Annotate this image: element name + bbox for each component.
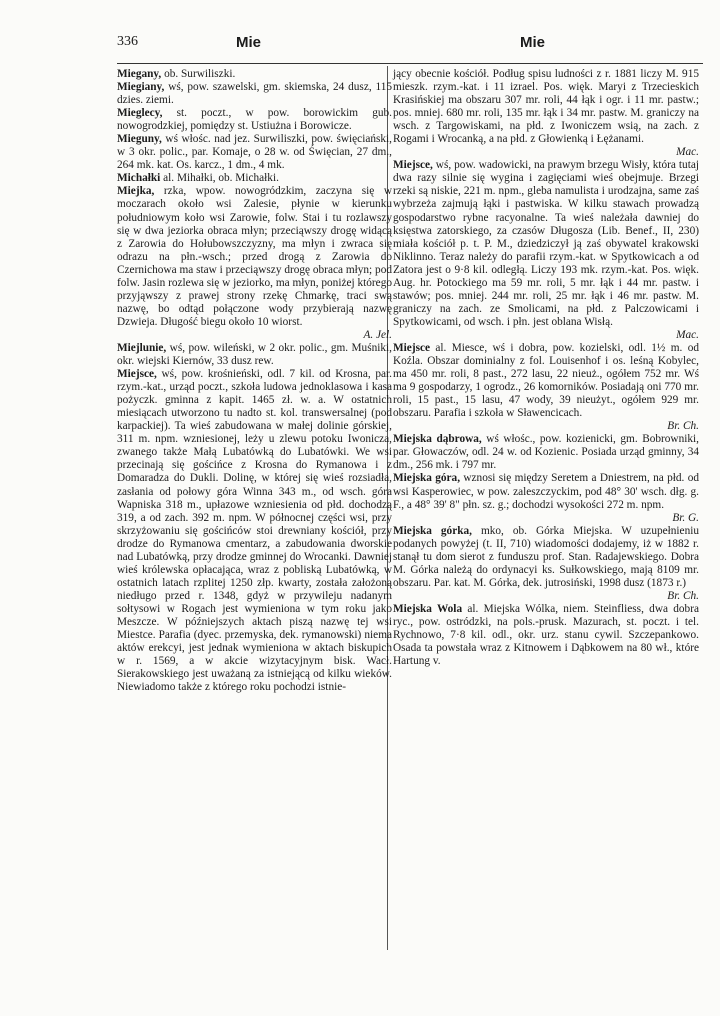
entry-headword: Miegiany, [117, 81, 165, 94]
entry-headword: Mieglecy, [117, 107, 163, 120]
entry-text: wś, pow. wileński, w 2 okr. polic., gm. Muśniki, okr. wiejski Kiernów, 33 dusz rew. [117, 341, 392, 368]
left-column [117, 68, 392, 694]
entry-text: rzka, wpow. nowogródzkim, zaczyna się w moczarach około wsi Zalesie, płynie w kierunku południowym koło wsi Zarowie, folw. Stai i tu rozlawszy się w dwa jeziorka obraca młyn; przeciąwszy drogę widącą z Zarowia do Hołubowszczyzny, ma młyn i zwraca się odrazu na płn.-wsch.; przed drogą z Zarowia do Czernichowa ma staw i przeciąwszy drogę obraca młyn; pod folw. Jasin rozlewa się w jeziorko, ma młyn, poniżej którego przyjąwszy z prawej strony rzekę Chmarkę, traci swą nazwę, bo odtąd połączone wody przybierają nazwę Dzwieja. Długość biegu około 10 wiorst. [117, 185, 392, 328]
entry-headword: Miejsce, [117, 368, 157, 381]
dictionary-entry [393, 603, 699, 668]
entry-text: st. poczt., w pow. borowickim gub. nowogrodzkiej, pomiędzy st. Ustiużna i Borowicze. [117, 107, 392, 133]
dictionary-entry [393, 433, 699, 472]
entry-text: al. Mihałki, ob. Michałki. [160, 172, 279, 185]
entry-headword: Miejska dąbrowa, [393, 433, 482, 446]
dictionary-entry [117, 133, 392, 172]
entry-signature: A. Jel. [363, 328, 392, 341]
entry-text: wznosi się między Seretem a Dniestrem, na płd. od wsi Kasperowiec, w pow. zaleszczyckim, pod 48° 30' wsch. dłg. g. F., a 48° 39' 8" płn. sz. g.; dochodzi wysokości 272 m. npm. [393, 472, 699, 511]
entry-text: jący obecnie kościół. Podług spisu ludności z r. 1881 liczy M. 915 mieszk. rzym.-kat. i 11 izrael. Pos. więk. Maryi z Trzecieskich Krasińskiej ma obszaru 307 mr. roli, 44 łąk i ogr. i 11 mr. pastw.; pos. mniej. 680 mr. roli, 135 mr. łąk i 34 mr. pastw. M. graniczy na wsch. z Targowiskami, na płd. z Iwoniczem wsią, na zach. z Rogami i Wrocanką, a na płd. z Głowienką i Łężanami. [393, 68, 699, 146]
dictionary-entry [393, 525, 699, 603]
dictionary-entry [393, 342, 699, 433]
entry-signature: Mac. [676, 328, 699, 341]
entry-headword: Miejsce [393, 341, 431, 354]
header-rule [117, 63, 703, 64]
dictionary-entry [393, 472, 699, 524]
entry-headword: Miejska górka, [393, 524, 472, 537]
entry-text: al. Miesce, wś i dobra, pow. kozielski, odl. 1½ m. od Koźla. Obszar dominialny z fol. Louisenhof i os. leśną Kobylec, ma 450 mr. roli, 8 past., 272 lasu, 22 nieuż., ogółem 752 mr. Wś ma 9 gospodarzy, 1 ogrodz., 26 komorników. Posiadają oni 770 mr. roli, 15 past., 15 lasu, 47 wody, 39 nieużyt., ogółem 929 mr. obszaru. Parafia i szkoła w Sławencicach. [393, 341, 699, 420]
entry-text: wś, pow. wadowicki, na prawym brzegu Wisły, która tutaj dwa razy silnie się wygina i zagięciami wieś obejmuje. Brzegi rzeki są niskie, 221 m. npm., gleba namulista i urodzajna, same zaś wybrzeża zajmują łąki i pastwiska. W kilku stawach prowadzą gospodarstwo rybne racyonalne. Ta wieś należała dawniej do księstwa zatorskiego, za czasów Długosza (Lib. Benef., II, 230) miała kościół p. t. P. M., dziedziczył ją zaś obywatel krakowski Niklinno. Teraz należy do parafii rzym.-kat. w Spytkowicach a od Zatora jest o 9·8 kil. odległą. Liczy 193 mk. rzym.-kat. Pos. więk. Aug. hr. Potockiego ma 59 mr. roli, 5 mr. łąk i 44 mr. pastw. i stawów; pos. mniej. 244 mr. roli, 25 mr. łąk i 46 mr. pastw. M. graniczy na zach. ze Smolicami, na płd. z Palczowicami i Spytkowicami, od wsch. i płn. jest oblana Wisłą. [393, 159, 699, 328]
entry-text: wś włośc., pow. kozienicki, gm. Bobrowniki, par. Głowaczów, odl. 24 w. od Kozienic. Posiada urząd gminny, 34 dm., 256 mk. i 797 mr. [393, 433, 699, 472]
entry-text: al. Miejska Wólka, niem. Steinfliess, dwa dobra ryc., pow. ostródzki, na pols.-prusk. Mazurach, st. poczt. i tel. Rychnowo, 7·8 kil. odl., okr. urz. stanu cywil. Szczepankowo. Osada ta powstała wraz z Kitnowem i Dąbkowem na 80 wł., które Hartung v. [393, 602, 699, 668]
entry-headword: Miejka, [117, 185, 155, 198]
entry-signature: Br. Ch. [667, 420, 699, 433]
entry-signature: Br. Ch. [667, 589, 699, 602]
entry-text: ob. Surwiliszki. [161, 68, 236, 80]
running-head-left: Mie [236, 34, 262, 51]
dictionary-entry [117, 81, 392, 107]
entry-headword: Michałki [117, 172, 161, 185]
entry-headword: Miejlunie, [117, 341, 167, 354]
running-head-right: Mie [520, 34, 546, 51]
dictionary-entry [117, 368, 392, 694]
entry-text: wś, pow. szawelski, gm. skiemska, 24 dusz, 115 dzies. ziemi. [117, 81, 392, 107]
dictionary-entry [117, 107, 392, 133]
dictionary-entry [117, 185, 392, 342]
entry-text: mko, ob. Górka Miejska. W uzupełnieniu podanych powyżej (t. II, 710) wiadomości dodajemy, iż w 1882 r. stanął tu dom sierot z funduszu prof. Stan. Radajewskiego. Dobra M. Górka należą do ordynacyi ks. Sułkowskiego, mają 8109 mr. obszaru. Par. kat. M. Górka, dek. jutrosiński, 1998 dusz (1873 r.) [393, 524, 700, 589]
entry-headword: Miegany, [117, 68, 162, 80]
dictionary-entry [117, 172, 392, 185]
entry-signature: Mac. [676, 146, 699, 159]
entry-signature: Br. G. [672, 511, 699, 524]
entry-headword: Mieguny, [117, 133, 162, 146]
entry-headword: Miejska Wola [393, 602, 463, 615]
dictionary-entry [393, 68, 699, 159]
dictionary-entry [117, 342, 392, 368]
dictionary-entry [117, 68, 392, 81]
page-number: 336 [117, 34, 138, 49]
entry-text: wś włośc. nad jez. Surwiliszki, pow. święciański, w 3 okr. polic., par. Komaje, o 28 w. od Święcian, 27 dm., 264 mk. kat. Os. karcz., 1 dm., 4 mk. [117, 133, 392, 172]
entry-headword: Miejsce, [393, 159, 433, 172]
entry-headword: Miejska góra, [393, 472, 461, 485]
right-column [393, 68, 699, 668]
entry-text: wś, pow. krośnieński, odl. 7 kil. od Krosna, par. rzym.-kat., urząd poczt., szkoła ludowa jednoklasowa i kasa pożyczk. gminna z kapit. 1465 zł. w. a. W ostatnich miesiącach utworzono tu nadto st. kol. transwersalnej (pod karpackiej). Ta wieś zabudowana w małej dolinie górskiej, 311 m. npm. wzniesionej, leży u zlewu potoku Iwonicza, zwanego także Małą Lubatówką do Lubatówki. We wsi przecinają się gościńce z Krosna do Rymanowa i z Domaradza do Dukli. Dolinę, w której się wieś rozsiadła, zasłania od połowy góra Winna 343 m., od wsch. góra Wapniska 318 m., upłazowe wzniesienia od płd. dochodzą 319, a od zach. 392 m. npm. W północnej części wsi, przy skrzyżowaniu się gościńców stoi drewniany kościół, przy drodze do Rymanowa cmentarz, a zabudowania dworskie nad Lubatówką, przy drodze gminnej do Wrocanki. Dawniej wieś królewska opłacająca, wraz z pobliską Lubatówką, w ostatnich latach rzplitej 1250 złp. kwarty, została założoną niedługo przed r. 1348, gdyż w przywileju nadanym sołtysowi w Rogach jest wymieniona w tym roku jako Meszcze. W późniejszych aktach piszą nazwę tej wsi Miestce. Parafia (dyec. przemyska, dek. rymanowski) niema aktów erekcyi, jest jednak wymieniona w aktach biskupich w r. 1569, a w akcie wizytacyjnym bisk. Wacł. Sierakowskiego jest uważaną za istniejącą od kilku wieków. Niewiadomo także z którego roku pochodzi istnie- [117, 368, 392, 694]
dictionary-entry [393, 159, 699, 342]
